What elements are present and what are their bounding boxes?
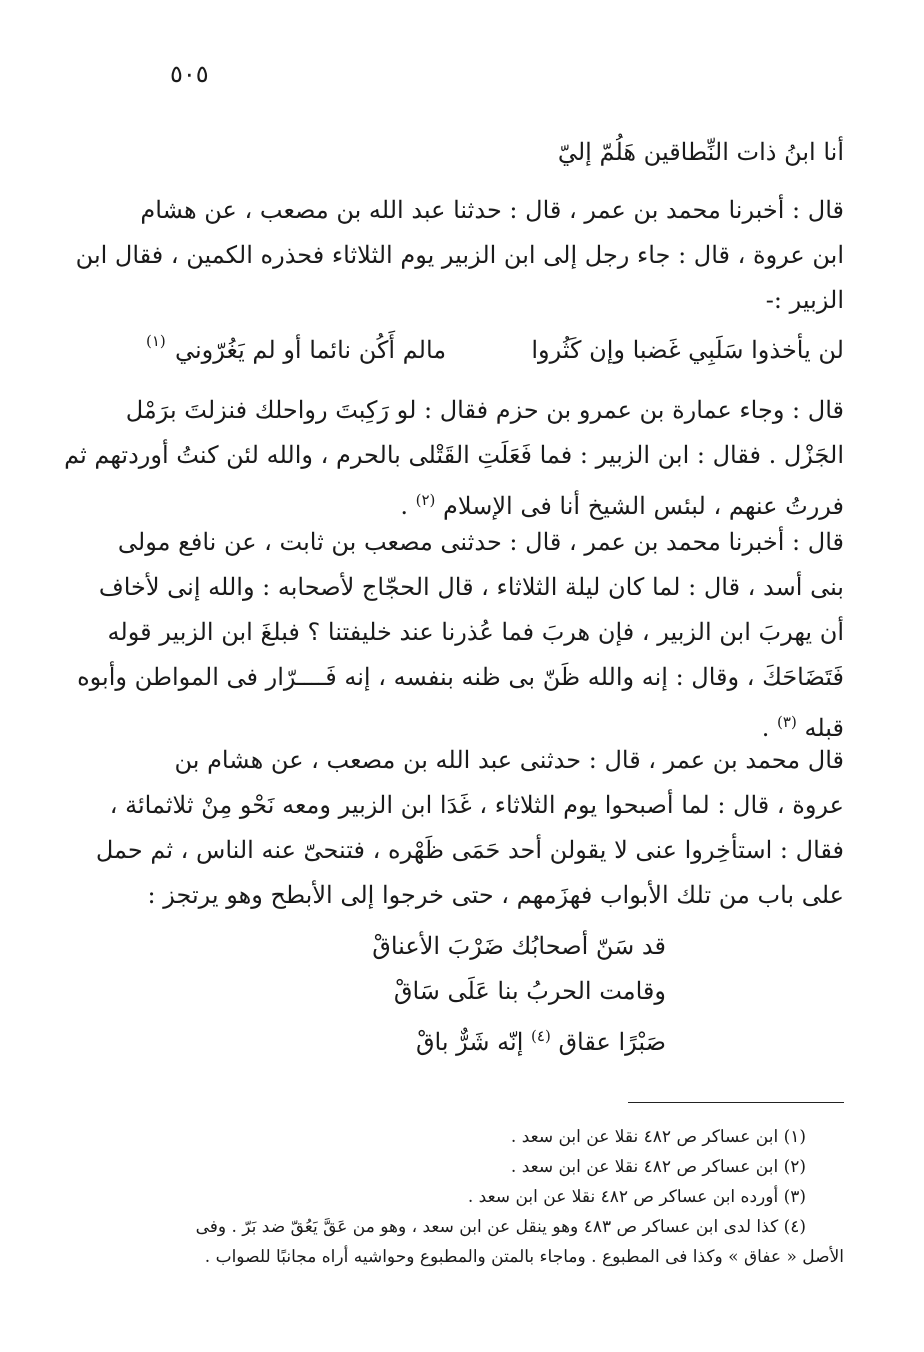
verse-hemistich-right: لن يأخذوا سَلَبِي غَضبا وإن كَثُروا [531, 336, 844, 364]
paragraph-end: . [400, 492, 416, 520]
paragraph-line: على باب من تلك الأبواب فهزَمهم ، حتى خرجوا إلى الأبطح وهو يرتجز : [147, 881, 844, 909]
paragraph-2 [64, 388, 844, 529]
paragraph-end: . [761, 714, 778, 742]
rajaz-line [372, 1014, 666, 1065]
footnote-3: (٣) أورده ابن عساكر ص ٤٨٢ نقلا عن ابن سعد . [467, 1187, 806, 1207]
footnote-4-continued: الأصل « عفاق » وكذا فى المطبوع . وماجاء بالمتن والمطبوع وحواشيه أراه مجانبًا للصواب . [204, 1247, 844, 1267]
footnote-ref-4: (٤) [531, 1027, 551, 1045]
footnotes [138, 1122, 844, 1272]
rajaz-text: صَبْرًا عقاق [558, 1028, 666, 1056]
paragraph-line: الزبير :- [765, 286, 844, 314]
rajaz-text: إنّه شَرٌّ باقْ [415, 1028, 524, 1056]
paragraph-line: أن يهربَ ابن الزبير ، فإن هربَ فما عُذرنا عند خليفتنا ؟ فبلغَ ابن الزبير قوله [107, 618, 844, 646]
footnote-ref-3: (٣) [777, 713, 797, 731]
paragraph-line: قال محمد بن عمر ، قال : حدثنى عبد الله بن مصعب ، عن هشام بن [174, 746, 844, 774]
paragraph-line: قال : أخبرنا محمد بن عمر ، قال : حدثنا عبد الله بن مصعب ، عن هشام [140, 196, 844, 224]
page-number: ٥٠٥ [170, 60, 209, 88]
paragraph-line: قال : وجاء عمارة بن عمرو بن حزم فقال : لو رَكِبتَ رواحلك فنزلتَ برَمْل [125, 396, 844, 424]
paragraph-line: قال : أخبرنا محمد بن عمر ، قال : حدثنى مصعب بن ثابت ، عن نافع مولى [117, 528, 844, 556]
footnote-ref-1: (١) [146, 332, 166, 350]
footnote-2: (٢) ابن عساكر ص ٤٨٢ نقلا عن ابن سعد . [510, 1157, 806, 1177]
footnote-ref-2: (٢) [415, 491, 436, 509]
rajaz-line: قد سَنّ أصحابُك ضَرْبَ الأعناقْ [372, 932, 666, 960]
paragraph-line: بنى أسد ، قال : لما كان ليلة الثلاثاء ، قال الحجّاج لأصحابه : والله إنى لأخاف [98, 573, 844, 601]
paragraph-4 [95, 738, 844, 918]
paragraph-line: الجَزْل . فقال : ابن الزبير : فما فَعَلَتِ القَتْلى بالحرم ، والله لئن كنتُ أوردتهم ثم [64, 441, 844, 469]
footnote-1: (١) ابن عساكر ص ٤٨٢ نقلا عن ابن سعد . [510, 1127, 806, 1147]
paragraph-3 [77, 520, 844, 751]
rajaz-line: وقامت الحربُ بنا عَلَى سَاقْ [393, 977, 666, 1005]
paragraph-text: فررتُ عنهم ، لبئس الشيخ أنا فى الإسلام [443, 492, 844, 520]
paragraph-line: فقال : استأخِروا عنى لا يقولن أحد حَمَى ظَهْره ، فتنحىّ عنه الناس ، ثم حمل [95, 836, 844, 864]
paragraph-line: فَتَضَاحَكَ ، وقال : إنه والله ظَنّ بى ظنه بنفسه ، إنه فَــــرّار فى المواطن وأبوه [77, 663, 844, 691]
rajaz-verses [372, 924, 666, 1065]
footnote-4: (٤) كذا لدى ابن عساكر ص ٤٨٣ وهو ينقل عن ابن سعد ، وهو من عَقَّ يَعُقّ ضد بَرّ . وفى [195, 1217, 806, 1237]
verse-hemistich-left: مالم أَكُن نائما أو لم يَغُرّوني [175, 336, 447, 364]
opening-verse: أنا ابنُ ذات النِّطاقين هَلُمّ إليّ [557, 138, 844, 166]
paragraph-line: ابن عروة ، قال : جاء رجل إلى ابن الزبير يوم الثلاثاء فحذره الكمين ، فقال ابن [75, 241, 844, 269]
paragraph-text: قبله [804, 714, 844, 742]
paragraph-1 [75, 188, 844, 323]
paragraph-line: عروة ، قال : لما أصبحوا يوم الثلاثاء ، غَدَا ابن الزبير ومعه نَحْو مِنْ ثلاثمائة ، [109, 791, 844, 819]
footnote-separator [628, 1102, 844, 1103]
